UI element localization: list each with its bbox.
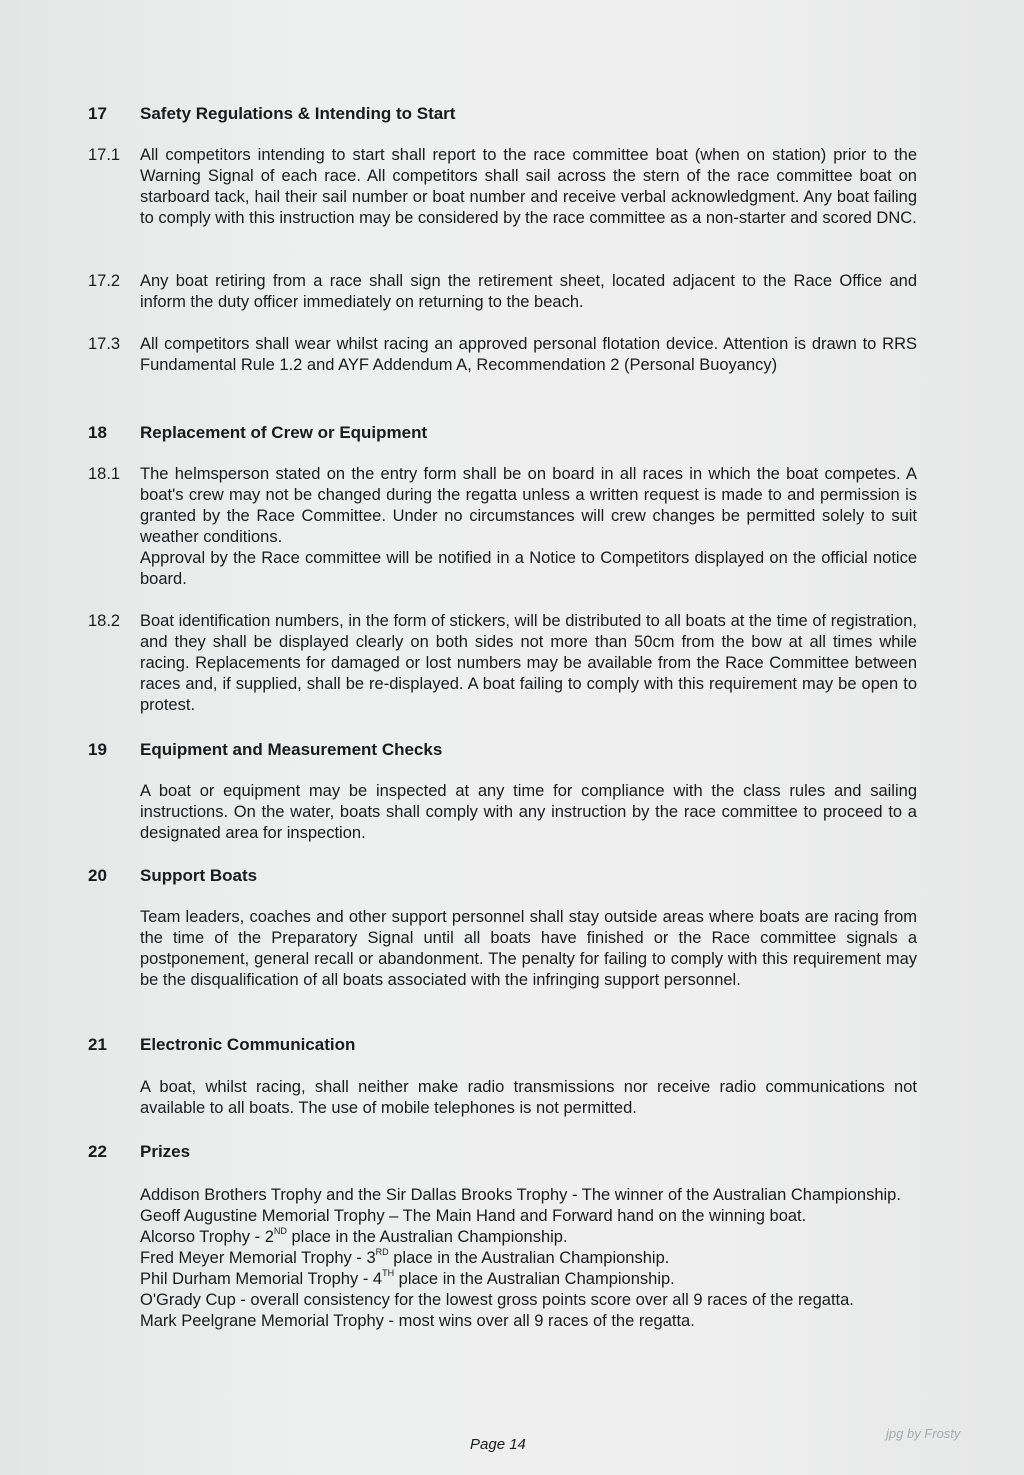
- clause-number: 17.1: [88, 146, 121, 164]
- clause-text: Boat identification numbers, in the form of stickers, will be distributed to all boats at the time of registration, and they shall be displayed clearly on both sides not more than 50cm from the bow at all times while racing. Replacements for damaged or lost numbers may be available from the Race Committee between races and, if supplied, shall be re-displayed. A boat failing to comply with this requirement may be open to protest.: [140, 612, 917, 714]
- prizes-list: [140, 1185, 917, 1332]
- section-19-text: A boat or equipment may be inspected at any time for compliance with the class rules and sailing instructions. On the water, boats shall comply with any instruction by the race committee to proceed to a designated area for inspection.: [140, 782, 917, 842]
- clause-text: The helmsperson stated on the entry form shall be on board in all races in which the boat competes. A boat's crew may not be changed during the regatta unless a written request is made to and permission is granted by the Race Committee. Under no circumstances will crew changes be permitted solely to suit weather conditions.: [140, 465, 917, 546]
- prize-addison: Addison Brothers Trophy and the Sir Dallas Brooks Trophy - The winner of the Australian Championship.: [140, 1186, 901, 1204]
- clause-18-1: [88, 464, 917, 590]
- clause-text: All competitors shall wear whilst racing an approved personal flotation device. Attention is drawn to RRS Fundamental Rule 1.2 and AYF Addendum A, Recommendation 2 (Personal Buoyancy): [140, 335, 917, 374]
- clause-number: 18.2: [88, 612, 121, 630]
- section-18-heading: [88, 422, 427, 443]
- clause-18-2: [88, 611, 917, 716]
- section-title: Safety Regulations & Intending to Start: [140, 104, 456, 123]
- prize-alcorso: Alcorso Trophy - 2ND place in the Australian Championship.: [140, 1226, 568, 1246]
- section-17-heading: [88, 103, 455, 124]
- section-number: 17: [88, 104, 107, 123]
- section-title: Prizes: [140, 1142, 191, 1161]
- prize-phil: Phil Durham Memorial Trophy - 4TH place in the Australian Championship.: [140, 1268, 675, 1288]
- photo-credit: jpg by Frosty: [886, 1426, 961, 1441]
- section-title: Electronic Communication: [140, 1035, 356, 1054]
- section-number: 19: [88, 740, 107, 759]
- clause-text: All competitors intending to start shall report to the race committee boat (when on station) prior to the Warning Signal of each race. All competitors shall sail across the stern of the race committee boat on starboard tack, hail their sail number or boat number and receive verbal acknowledgment. Any boat failing to comply with this instruction may be considered by the race committee as a non-starter and scored DNC.: [140, 146, 917, 227]
- section-number: 22: [88, 1142, 107, 1161]
- prize-mark: Mark Peelgrane Memorial Trophy - most wins over all 9 races of the regatta.: [140, 1312, 695, 1330]
- section-number: 21: [88, 1035, 107, 1054]
- section-title: Equipment and Measurement Checks: [140, 740, 443, 759]
- clause-17-1: [88, 145, 917, 229]
- clause-number: 17.3: [88, 335, 121, 353]
- section-number: 20: [88, 866, 107, 885]
- section-number: 18: [88, 423, 107, 442]
- prize-ogrady: O'Grady Cup - overall consistency for the lowest gross points score over all 9 races of the regatta.: [140, 1291, 854, 1309]
- section-22-heading: [88, 1141, 190, 1162]
- clause-17-3: [88, 334, 917, 376]
- clause-number: 17.2: [88, 272, 121, 290]
- clause-17-2: [88, 271, 917, 313]
- clause-number: 18.1: [88, 465, 121, 483]
- section-21-heading: [88, 1034, 355, 1055]
- prize-geoff: Geoff Augustine Memorial Trophy – The Main Hand and Forward hand on the winning boat.: [140, 1207, 807, 1225]
- section-title: Replacement of Crew or Equipment: [140, 423, 428, 442]
- section-21-text: A boat, whilst racing, shall neither make radio transmissions nor receive radio communications not available to all boats. The use of mobile telephones is not permitted.: [140, 1078, 917, 1117]
- page-number: Page 14: [470, 1436, 526, 1453]
- section-20-heading: [88, 865, 257, 886]
- section-title: Support Boats: [140, 866, 258, 885]
- clause-text: Any boat retiring from a race shall sign the retirement sheet, located adjacent to the Race Office and inform the duty officer immediately on returning to the beach.: [140, 272, 917, 311]
- section-19-heading: [88, 739, 442, 760]
- clause-text-approval: Approval by the Race committee will be notified in a Notice to Competitors displayed on the official notice board.: [140, 549, 917, 588]
- prize-fred: Fred Meyer Memorial Trophy - 3RD place in the Australian Championship.: [140, 1247, 670, 1267]
- section-20-text: Team leaders, coaches and other support personnel shall stay outside areas where boats are racing from the time of the Preparatory Signal until all boats have finished or the Race committee signals a postponement, general recall or abandonment. The penalty for failing to comply with this requirement may be the disqualification of all boats associated with the infringing support personnel.: [140, 908, 917, 989]
